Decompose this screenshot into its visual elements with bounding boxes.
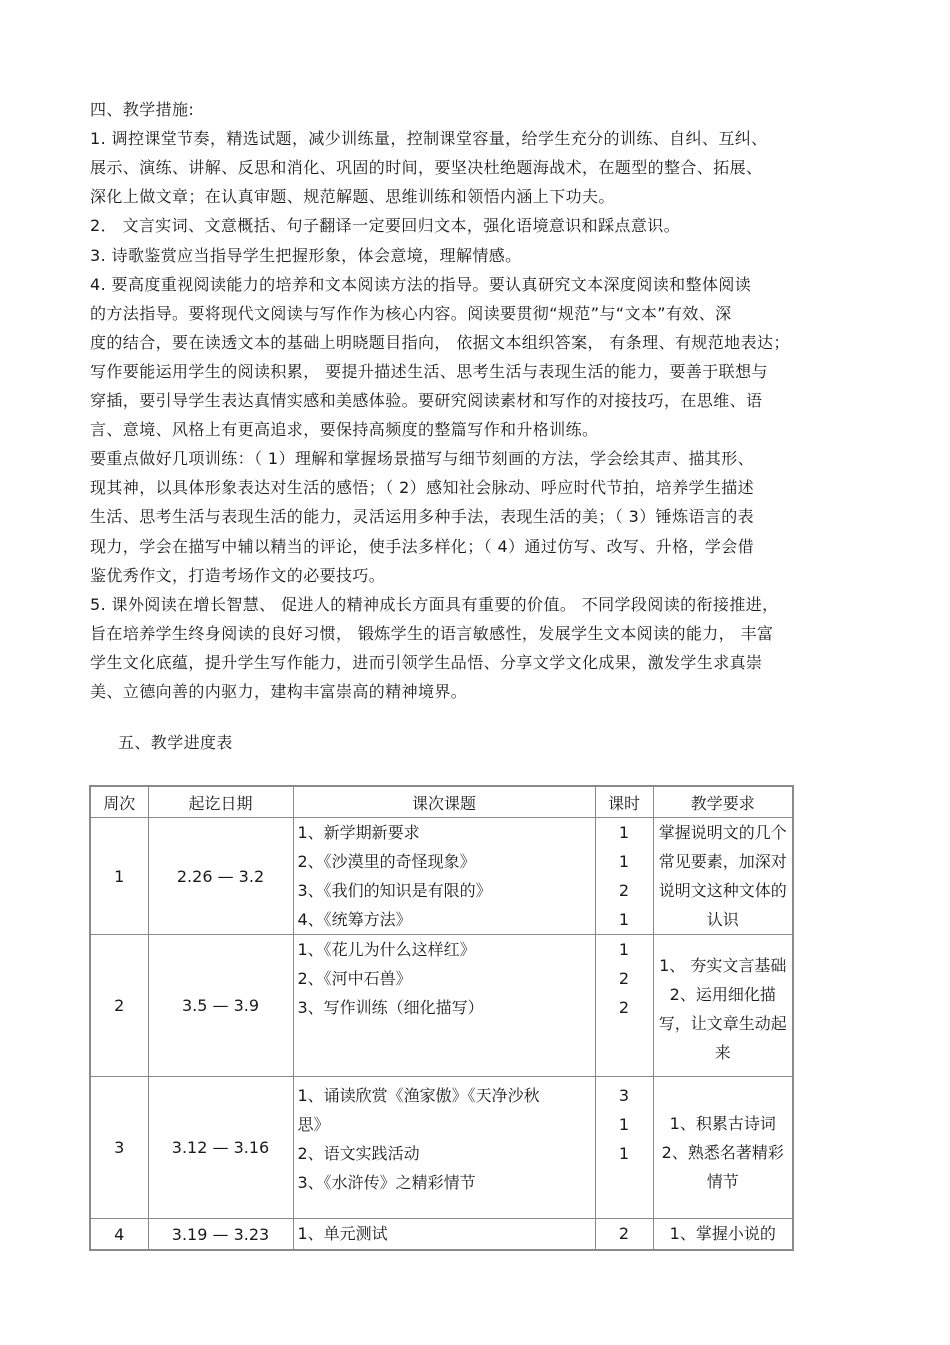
requirement-cell [653, 1077, 793, 1219]
table-row [90, 1219, 793, 1251]
table-header-row [90, 786, 793, 818]
lessons-cell [293, 818, 595, 935]
table-row [90, 935, 793, 1077]
lessons-cell [293, 935, 595, 1077]
paragraph-line: 旨在培养学生终身阅读的良好习惯， 锻炼学生的语言敏感性，发展学生文本阅读的能力， 丰富 [90, 624, 774, 643]
lesson-item: 1、诵读欣赏《渔家傲》《天净沙秋 [297, 1086, 540, 1105]
header-week: 周次 [90, 786, 148, 818]
schedule-table [89, 785, 794, 1251]
hour-item: 1 [618, 852, 630, 871]
paragraph-line: 生活、思考生活与表现生活的能力，灵活运用多种手法，表现生活的美；（ 3）锤炼语言的表 [90, 507, 755, 526]
paragraph-line: 穿插，要引导学生表达真情实感和美感体验。要研究阅读素材和写作的对接技巧，在思维、语 [90, 391, 763, 410]
section5-heading: 五、教学进度表 [118, 733, 233, 752]
hour-item: 3 [618, 1086, 630, 1105]
lesson-item: 2、《沙漠里的奇怪现象》 [297, 852, 476, 871]
paragraph-line: 展示、演练、讲解、反思和消化、巩固的时间，要坚决杜绝题海战术，在题型的整合、拓展、 [90, 158, 763, 177]
paragraph-line: 现其神，以具体形象表达对生活的感悟；（ 2）感知社会脉动、呼应时代节拍，培养学生描述 [90, 478, 755, 497]
dates-cell: 3.19 — 3.23 [148, 1219, 293, 1251]
dates-cell: 3.5 — 3.9 [148, 935, 293, 1077]
lessons-cell [293, 1219, 595, 1251]
header-requirement: 教学要求 [653, 786, 793, 818]
paragraph-line: 学生文化底蕴，提升学生写作能力，进而引领学生品悟、分享文学文化成果，激发学生求真崇 [90, 653, 763, 672]
hour-item: 1 [618, 910, 630, 929]
requirement-cell [653, 1219, 793, 1251]
section4-heading: 四、教学措施: [90, 100, 195, 119]
paragraph-line: 3. 诗歌鉴赏应当指导学生把握形象，体会意境，理解情感。 [90, 246, 522, 265]
week-cell: 3 [90, 1077, 148, 1219]
hour-item: 2 [618, 881, 630, 900]
paragraph-line: 写作要能运用学生的阅读积累， 要提升描述生活、思考生活与表现生活的能力，要善于联想与 [90, 362, 768, 381]
dates-cell: 3.12 — 3.16 [148, 1077, 293, 1219]
paragraph-line: 言、意境、风格上有更高追求，要保持高频度的整篇写作和升格训练。 [90, 420, 599, 439]
paragraph-line: 深化上做文章；在认真审题、规范解题、思维训练和领悟内涵上下功夫。 [90, 187, 615, 206]
lesson-item: 3、《我们的知识是有限的》 [297, 881, 492, 900]
week-cell: 2 [90, 935, 148, 1077]
paragraph-line: 度的结合，要在读透文本的基础上明晓题目指向， 依据文本组织答案， 有条理、有规范地表达； [90, 333, 790, 352]
lesson-item: 思》 [297, 1115, 330, 1134]
header-dates: 起讫日期 [148, 786, 293, 818]
requirement-cell [653, 935, 793, 1077]
paragraph-line: 1. 调控课堂节奏，精选试题，减少训练量，控制课堂容量，给学生充分的训练、自纠、互纠、 [90, 129, 768, 148]
hours-cell [595, 818, 653, 935]
paragraph-line: 2． 文言实词、文意概括、句子翻译一定要回归文本，强化语境意识和踩点意识。 [90, 216, 681, 235]
lesson-item: 1、《花儿为什么这样红》 [297, 940, 476, 959]
lesson-item: 1、单元测试 [297, 1224, 388, 1243]
paragraph-line: 5. 课外阅读在增长智慧、 促进人的精神成长方面具有重要的价值。 不同学段阅读的衔接推进， [90, 595, 779, 614]
dates-cell: 2.26 — 3.2 [148, 818, 293, 935]
hour-item: 2 [618, 1224, 630, 1243]
paragraph-line: 的方法指导。要将现代文阅读与写作作为核心内容。阅读要贯彻“规范”与“文本”有效、深 [90, 304, 732, 323]
hour-item: 1 [618, 1144, 630, 1163]
requirement-text: 掌握说明文的几个常见要素，加深对说明文这种文体的认识 [658, 823, 787, 929]
lesson-item: 1、新学期新要求 [297, 823, 420, 842]
hour-item: 1 [618, 823, 630, 842]
hours-cell [595, 1077, 653, 1219]
hour-item: 1 [618, 1115, 630, 1134]
hours-cell [595, 935, 653, 1077]
requirement-cell [653, 818, 793, 935]
requirement-text: 1、积累古诗词 2、熟悉名著精彩情节 [661, 1114, 784, 1191]
requirement-text: 1、掌握小说的 [669, 1224, 776, 1243]
header-lessons: 课次课题 [293, 786, 595, 818]
lesson-item: 2、语文实践活动 [297, 1144, 420, 1163]
paragraph-line: 现力，学会在描写中辅以精当的评论，使手法多样化；（ 4）通过仿写、改写、升格，学会借 [90, 537, 755, 556]
table-row [90, 818, 793, 935]
hour-item: 1 [618, 940, 630, 959]
paragraph-line: 鉴优秀作文，打造考场作文的必要技巧。 [90, 566, 386, 585]
paragraph-line: 4. 要高度重视阅读能力的培养和文本阅读方法的指导。要认真研究文本深度阅读和整体阅读 [90, 275, 752, 294]
lesson-item: 3、《水浒传》之精彩情节 [297, 1173, 476, 1192]
table-row [90, 1077, 793, 1219]
week-cell: 4 [90, 1219, 148, 1251]
lesson-item: 3、写作训练（细化描写） [297, 998, 484, 1017]
hours-cell [595, 1219, 653, 1251]
week-cell: 1 [90, 818, 148, 935]
hour-item: 2 [618, 998, 630, 1017]
header-hours: 课时 [595, 786, 653, 818]
requirement-text: 1、 夯实文言基础 2、运用细化描写，让文章生动起来 [658, 956, 787, 1062]
paragraph-line: 美、立德向善的内驱力，建构丰富崇高的精神境界。 [90, 682, 468, 701]
hour-item: 2 [618, 969, 630, 988]
paragraph-line: 要重点做好几项训练：（ 1）理解和掌握场景描写与细节刻画的方法，学会绘其声、描其形、 [90, 449, 755, 468]
lesson-item: 4、《统筹方法》 [297, 910, 412, 929]
lesson-item: 2、《河中石兽》 [297, 969, 412, 988]
lessons-cell [293, 1077, 595, 1219]
